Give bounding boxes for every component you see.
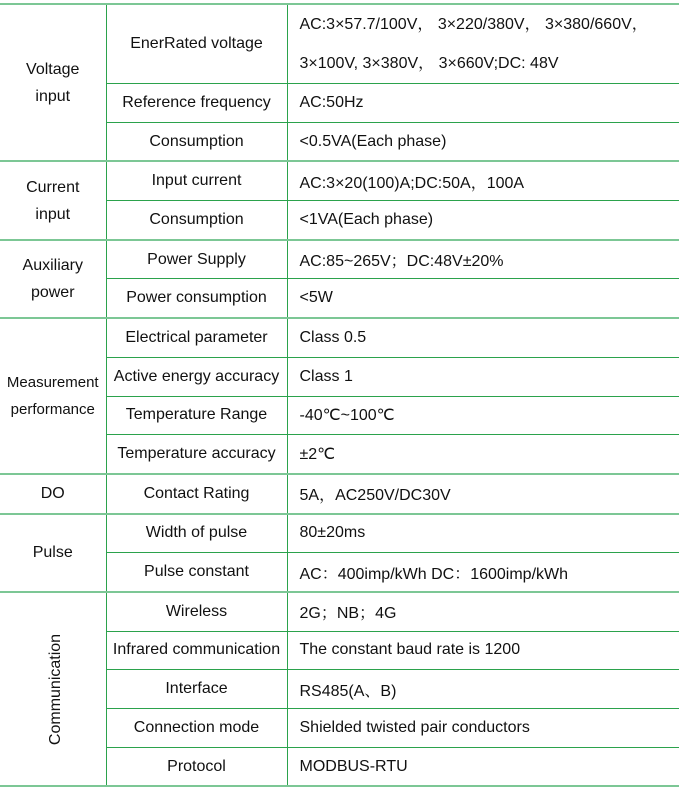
table-row bbox=[0, 240, 679, 279]
param-cell: EnerRated voltage bbox=[106, 4, 287, 84]
value-cell: 5A，AC250V/DC30V bbox=[287, 474, 679, 514]
param-cell: Interface bbox=[106, 670, 287, 709]
table-row bbox=[0, 161, 679, 200]
group-label: Current bbox=[26, 178, 80, 196]
value-cell: ±2℃ bbox=[287, 435, 679, 474]
value-cell: <1VA(Each phase) bbox=[287, 201, 679, 240]
param-cell: Active energy accuracy bbox=[106, 357, 287, 396]
param-cell: Infrared communication bbox=[106, 631, 287, 670]
value-cell: Class 1 bbox=[287, 357, 679, 396]
param-cell: Consumption bbox=[106, 122, 287, 161]
value-cell: AC:3×20(100)A;DC:50A，100A bbox=[287, 161, 679, 200]
group-label: input bbox=[35, 205, 71, 223]
group-current-input bbox=[0, 161, 106, 239]
param-cell: Width of pulse bbox=[106, 514, 287, 553]
group-label: Measurement bbox=[6, 374, 99, 391]
value-cell: The constant baud rate is 1200 bbox=[287, 631, 679, 670]
value-cell: MODBUS-RTU bbox=[287, 747, 679, 786]
param-cell: Reference frequency bbox=[106, 84, 287, 123]
param-cell: Pulse constant bbox=[106, 553, 287, 592]
param-cell: Connection mode bbox=[106, 709, 287, 748]
spec-table bbox=[0, 3, 679, 787]
value-cell bbox=[287, 4, 679, 84]
param-cell: Temperature Range bbox=[106, 396, 287, 435]
group-voltage-input bbox=[0, 4, 106, 161]
value-cell: -40℃~100℃ bbox=[287, 396, 679, 435]
group-measurement-performance bbox=[0, 318, 106, 474]
value-cell: Class 0.5 bbox=[287, 318, 679, 357]
param-cell: Consumption bbox=[106, 201, 287, 240]
group-do: DO bbox=[0, 474, 106, 514]
value-cell: Shielded twisted pair conductors bbox=[287, 709, 679, 748]
value-cell: RS485(A、B) bbox=[287, 670, 679, 709]
table-row bbox=[0, 318, 679, 357]
value-cell: <0.5VA(Each phase) bbox=[287, 122, 679, 161]
group-label: Communication bbox=[47, 633, 65, 745]
param-cell: Contact Rating bbox=[106, 474, 287, 514]
value-cell: AC:85~265V；DC:48V±20% bbox=[287, 240, 679, 279]
table-row bbox=[0, 4, 679, 84]
group-label: Auxiliary bbox=[22, 256, 83, 274]
param-cell: Electrical parameter bbox=[106, 318, 287, 357]
group-label: performance bbox=[10, 401, 95, 418]
value-cell: 80±20ms bbox=[287, 514, 679, 553]
value-line: AC:3×57.7/100V， 3×220/380V， 3×380/660V， bbox=[299, 16, 648, 33]
param-cell: Power Supply bbox=[106, 240, 287, 279]
group-label: input bbox=[35, 87, 71, 105]
group-auxiliary-power bbox=[0, 240, 106, 318]
group-pulse: Pulse bbox=[0, 514, 106, 592]
value-cell: <5W bbox=[287, 279, 679, 318]
param-cell: Power consumption bbox=[106, 279, 287, 318]
group-communication bbox=[0, 592, 106, 786]
param-cell: Protocol bbox=[106, 747, 287, 786]
group-label: Voltage bbox=[26, 60, 80, 78]
table-row bbox=[0, 514, 679, 553]
value-cell: 2G；NB；4G bbox=[287, 592, 679, 631]
value-line: 3×100V, 3×380V， 3×660V;DC: 48V bbox=[299, 55, 559, 72]
value-cell: AC：400imp/kWh DC：1600imp/kWh bbox=[287, 553, 679, 592]
param-cell: Wireless bbox=[106, 592, 287, 631]
table-row bbox=[0, 592, 679, 631]
group-label: power bbox=[30, 283, 75, 301]
param-cell: Temperature accuracy bbox=[106, 435, 287, 474]
param-cell: Input current bbox=[106, 161, 287, 200]
value-cell: AC:50Hz bbox=[287, 84, 679, 123]
table-row bbox=[0, 474, 679, 514]
